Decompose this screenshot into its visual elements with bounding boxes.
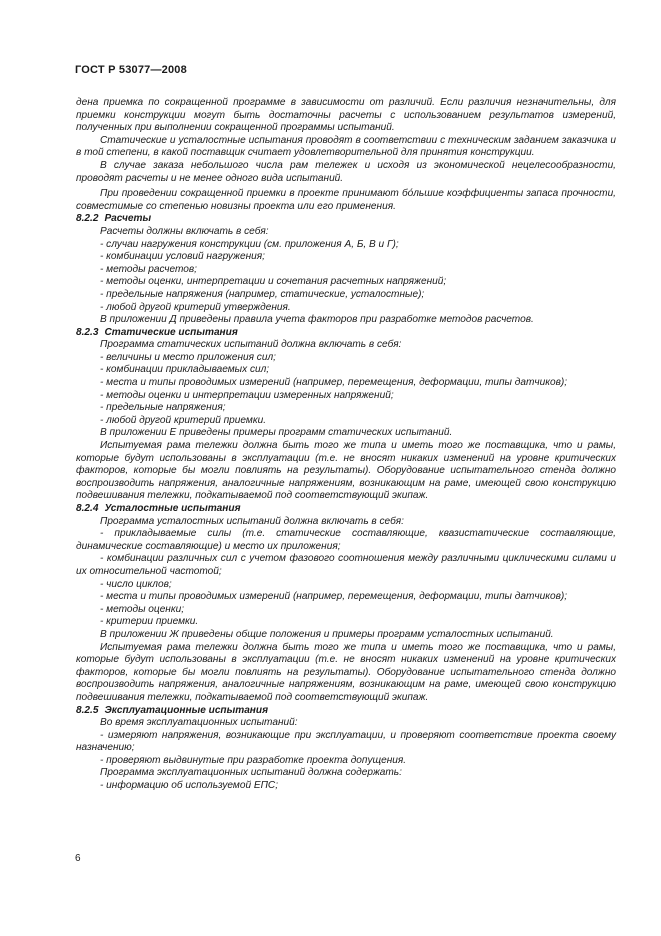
document-body [76, 97, 616, 793]
list-item: - критерии приемки. [100, 616, 199, 628]
section-title: Статические испытания [104, 326, 238, 338]
paragraph: Во время эксплуатационных испытаний: [100, 717, 298, 729]
section-title: Эксплуатационные испытания [104, 704, 269, 716]
list-item: - любой другой критерий приемки. [100, 414, 267, 426]
paragraph: В приложении Е приведены примеры программ статических испытаний. [100, 427, 453, 439]
section-heading-8-2-2 [76, 213, 616, 226]
paragraph: В приложении Д приведены правила учета факторов при разработке методов расчетов. [100, 314, 534, 326]
list-item: - методы расчетов; [100, 263, 197, 275]
list-item: - предельные напряжения (например, статические, усталостные); [100, 288, 425, 300]
list-item: - предельные напряжения; [100, 402, 226, 414]
list-item: - комбинации различных сил с учетом фазового соотношения между различными циклическими силами и их относительной частотой; [76, 553, 616, 577]
paragraph: В случае заказа небольшого числа рам тележек и исходя из экономической нецелесообразности, проводят расчеты и не менее одного вида испытаний. [76, 159, 616, 184]
list-item: - проверяют выдвинутые при разработке проекта допущения. [100, 754, 407, 766]
list-item: - измеряют напряжения, возникающие при эксплуатации, и проверяют соответствие проекта своему назначению; [76, 729, 616, 754]
list-item: - информацию об используемой ЕПС; [100, 780, 279, 792]
paragraph: Программа статических испытаний должна включать в себя: [100, 339, 402, 351]
paragraph: Программа эксплуатационных испытаний должна содержать: [100, 767, 402, 779]
list-item: - комбинации прикладываемых сил; [100, 364, 270, 376]
paragraph: Расчеты должны включать в себя: [100, 225, 269, 237]
list-item: - методы оценки и интерпретации измеренных напряжений; [100, 389, 394, 401]
section-number: 8.2.4 [76, 503, 99, 514]
list-item: - методы оценки, интерпретации и сочетания расчетных напряжений; [100, 276, 447, 288]
paragraph: Испытуемая рама тележки должна быть того же типа и иметь того же поставщика, что и рамы, которые будут использованы в эксплуатации (т.е. не вносят никаких изменений на уровне критических факторов, которые бы могли повлиять на результаты). Оборудование испытательного стенда должно воспроизводить напряжения, аналогичные напряжениям, возникающим на раме, имеющей свою конструкцию подвешивания тележки, подкатываемой под соответствующий экипаж. [76, 641, 616, 703]
paragraph: дена приемка по сокращенной программе в зависимости от различий. Если различия незначительны, для приемки конструкции могут быть достаточны расчеты с использованием результатов измерений, полученных при выполнении сокращенной программы испытаний. [76, 97, 616, 134]
page-number: 6 [75, 853, 81, 864]
paragraph: При проведении сокращенной приемки в проекте принимают бо́льшие коэффициенты запаса прочности, совместимые со степенью новизны проекта или его применения. [76, 188, 616, 212]
section-number: 8.2.2 [76, 213, 99, 225]
paragraph: Статические и усталостные испытания проводят в соответствии с техническим заданием заказчика и в той степени, в какой поставщик считает удовлетворительной для принятия конструкции. [76, 134, 616, 159]
list-item: - число циклов; [100, 578, 172, 590]
list-item: - методы оценки; [100, 603, 185, 615]
list-item: - комбинации условий нагружения; [100, 251, 265, 263]
section-heading-8-2-5 [76, 705, 616, 718]
list-item: - случаи нагружения конструкции (см. приложения А, Б, В и Г); [100, 238, 399, 250]
section-heading-8-2-3 [76, 327, 616, 340]
section-title: Усталостные испытания [104, 503, 241, 514]
section-number: 8.2.5 [76, 704, 99, 716]
list-item: - места и типы проводимых измерений (например, перемещения, деформации, типы датчиков); [100, 377, 568, 389]
list-item: - любой другой критерий утверждения. [100, 301, 291, 313]
section-number: 8.2.3 [76, 326, 99, 338]
list-item: - величины и место приложения сил; [100, 351, 276, 363]
paragraph: Программа усталостных испытаний должна включать в себя: [100, 515, 404, 527]
section-title: Расчеты [104, 213, 152, 225]
list-item: - места и типы проводимых измерений (например, перемещения, деформации, типы датчиков); [100, 591, 568, 603]
paragraph: В приложении Ж приведены общие положения и примеры программ усталостных испытаний. [100, 628, 554, 640]
paragraph: Испытуемая рама тележки должна быть того же типа и иметь того же поставщика, что и рамы, которые будут использованы в эксплуатации (т.е. не вносят никаких изменений на уровне критических факторов, которые бы могли повлиять на результаты). Оборудование испытательного стенда должно воспроизводить напряжения, аналогичные напряжениям, возникающим на раме, имеющей свою конструкцию подвешивания тележки, подкатываемой под соответствующий экипаж. [76, 440, 616, 502]
section-heading-8-2-4 [76, 503, 616, 516]
list-item: - прикладываемые силы (т.е. статические составляющие, квазистатические составляющие, динамические составляющие) и место их приложения; [76, 528, 616, 552]
document-header: ГОСТ Р 53077—2008 [75, 64, 187, 76]
